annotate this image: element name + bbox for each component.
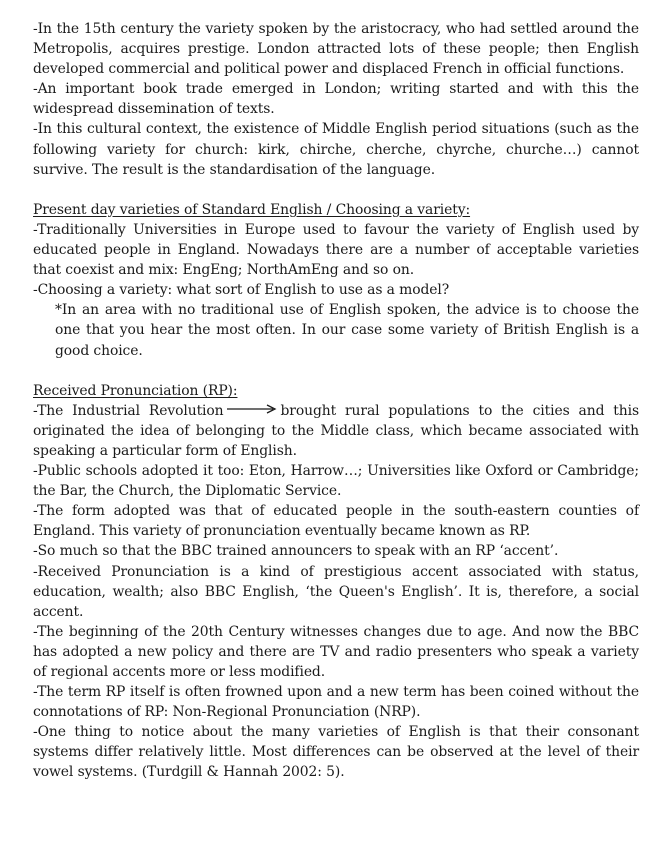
section-spacer — [33, 180, 639, 200]
paragraph-prestigious-accent: -Received Pronunciation is a kind of prestigious accent associated with status, education, wealth; also BBC English, ‘the Queen's English’. It is, therefore, a social accent. — [33, 563, 639, 620]
heading-present-day-varieties: Present day varieties of Standard English / Choosing a variety: — [33, 201, 471, 218]
paragraph-advice: *In an area with no traditional use of English spoken, the advice is to choose the one that you hear the most often. In our case some variety of British English is a good choice. — [55, 302, 639, 359]
paragraph-bbc-trained: -So much so that the BBC trained announcers to speak with an RP ‘accent’. — [33, 543, 559, 560]
paragraph-form-adopted: -The form adopted was that of educated people in the south-eastern counties of England. This variety of pronunciation eventually became known as RP. — [33, 503, 639, 540]
industrial-revolution-continuation: brought rural populations to the cities and this originated the idea of belonging to the Middle class, which became associated with speaking a particular form of English. — [33, 402, 639, 459]
document-page — [33, 19, 639, 783]
paragraph-public-schools: -Public schools adopted it too: Eton, Harrow…; Universities like Oxford or Cambridge; the Bar, the Church, the Diplomatic Service. — [33, 463, 639, 500]
paragraph-term-rp: -The term RP itself is often frowned upon and a new term has been coined without the connotations of RP: Non-Regional Pronunciation (NRP). — [33, 684, 639, 721]
paragraph-cultural-context: -In this cultural context, the existence of Middle English period situations (such as the following variety for church: kirk, chirche, cherche, chyrche, churche…) cannot survive. The result is the standardisation of the language. — [33, 121, 639, 178]
heading-received-pronunciation: Received Pronunciation (RP): — [33, 382, 238, 399]
paragraph-traditionally-universities: -Traditionally Universities in Europe used to favour the variety of English used by educated people in England. Nowadays there are a number of acceptable varieties that coexist and mix: EngEng; NorthAmEng and so on. — [33, 221, 639, 279]
paragraph-20th-century: -The beginning of the 20th Century witnesses changes due to age. And now the BBC has adopted a new policy and there are TV and radio presenters who speak a variety of regional accents more or less modified. — [33, 623, 639, 680]
section-spacer — [33, 361, 639, 381]
industrial-revolution-text: -The Industrial Revolution — [33, 402, 224, 419]
right-arrow-icon — [227, 404, 277, 414]
paragraph-book-trade: -An important book trade emerged in London; writing started and with this the widespread dissemination of texts. — [33, 81, 639, 118]
paragraph-choosing-variety: -Choosing a variety: what sort of English to use as a model? — [33, 282, 450, 299]
paragraph-15th-century: -In the 15th century the variety spoken by the aristocracy, who had settled around the Metropolis, acquires prestige. London attracted lots of these people; then English developed commercial and political power and displaced French in official functions. — [33, 21, 639, 78]
paragraph-industrial-revolution — [33, 401, 639, 461]
paragraph-consonant-systems: -One thing to notice about the many varieties of English is that their consonant systems differ relatively little. Most differences can be observed at the level of their vowel systems. (Turdgill & Hannah 2002: 5). — [33, 724, 639, 781]
